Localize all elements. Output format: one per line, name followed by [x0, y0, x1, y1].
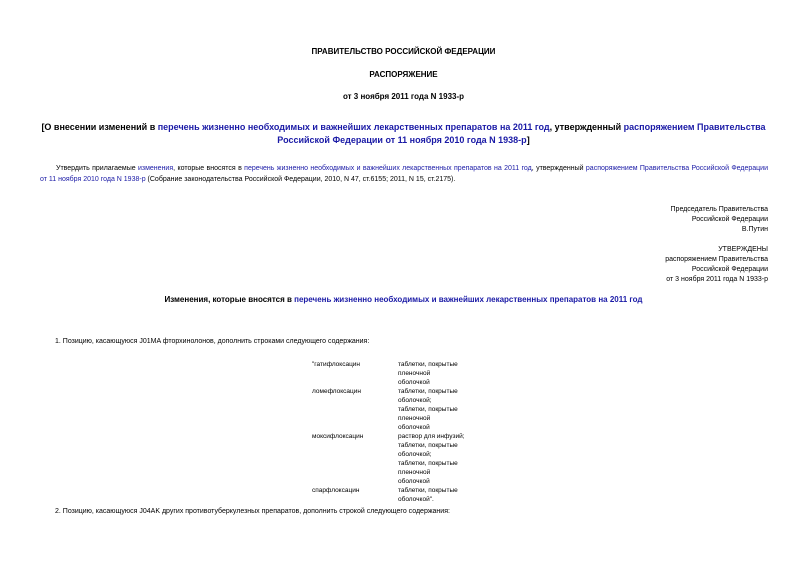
title-link-decree[interactable]: распоряжением Правительства Российской Федерации от 11 ноября 2010 года N 1938-р — [277, 122, 766, 145]
drug-form-line: пленочной — [398, 370, 431, 377]
government-name: ПРАВИТЕЛЬСТВО РОССИЙСКОЙ ФЕДЕРАЦИИ — [311, 47, 496, 56]
signature-block — [671, 205, 768, 235]
document-date-number: от 3 ноября 2011 года N 1933-р — [342, 92, 465, 101]
drug-form-line: таблетки, покрытые — [398, 406, 458, 413]
title-open: [О внесении изменений в — [41, 122, 158, 132]
drug-table — [312, 360, 488, 504]
drug-form-line: таблетки, покрытые — [398, 460, 458, 467]
link-drug-list[interactable]: перечень жизненно необходимых и важнейших лекарственных препаратов на 2011 год — [244, 165, 532, 172]
table-row — [312, 486, 488, 504]
approval-line-2: распоряжением Правительства — [665, 256, 768, 263]
para-text-2: , которые вносятся в — [173, 165, 245, 172]
item-2: 2. Позицию, касающуюся J04AK других противотуберкулезных препаратов, дополнить строкой следующего содержания: — [55, 508, 450, 515]
drug-form-line: оболочкой — [398, 478, 430, 485]
drug-form-line: таблетки, покрытые — [398, 487, 458, 494]
drug-form-line: оболочкой". — [398, 496, 434, 503]
table-row — [312, 360, 488, 387]
title-close: ] — [526, 135, 530, 145]
para-text-4: (Собрание законодательства Российской Федерации, 2010, N 47, ст.6155; 2011, N 15, ст.2175). — [145, 176, 456, 183]
drug-name: спарфлоксацин — [312, 487, 360, 494]
table-row — [312, 432, 488, 486]
drug-forms — [398, 486, 488, 504]
title-mid: , утвержденный — [549, 122, 624, 132]
drug-form-line: оболочкой; — [398, 397, 432, 404]
changes-heading — [0, 295, 807, 304]
drug-form-line: оболочкой — [398, 379, 430, 386]
drug-name: моксифлоксацин — [312, 433, 364, 440]
signature-country: Российской Федерации — [691, 216, 768, 223]
changes-heading-text: Изменения, которые вносятся в — [164, 295, 295, 304]
drug-form-line: таблетки, покрытые — [398, 388, 458, 395]
approval-title: УТВЕРЖДЕНЫ — [718, 246, 768, 253]
approval-line-4: от 3 ноября 2011 года N 1933-р — [666, 276, 768, 283]
link-changes[interactable]: изменения — [137, 165, 174, 172]
drug-form-line: пленочной — [398, 469, 431, 476]
para-text-3: , утвержденный — [531, 165, 586, 172]
signature-name: В.Путин — [741, 226, 768, 233]
drug-forms — [398, 432, 488, 486]
drug-form-line: оболочкой; — [398, 451, 432, 458]
approval-block — [665, 245, 768, 285]
drug-name: "гатифлоксацин — [312, 361, 361, 368]
body-paragraph — [40, 163, 768, 185]
drug-form-line: пленочной — [398, 415, 431, 422]
signature-position: Председатель Правительства — [670, 206, 768, 213]
drug-form-line: раствор для инфузий; — [398, 433, 465, 440]
document-type: РАСПОРЯЖЕНИЕ — [369, 70, 438, 79]
approval-line-3: Российской Федерации — [691, 266, 768, 273]
drug-forms — [398, 360, 488, 387]
table-row — [312, 387, 488, 432]
item-1: 1. Позицию, касающуюся J01MA фторхинолонов, дополнить строками следующего содержания: — [55, 338, 370, 345]
document-title — [40, 121, 767, 147]
drug-name: ломефлоксацин — [312, 388, 361, 395]
drug-form-line: таблетки, покрытые — [398, 361, 458, 368]
drug-form-line: таблетки, покрытые — [398, 442, 458, 449]
title-link-list[interactable]: перечень жизненно необходимых и важнейших лекарственных препаратов на 2011 год — [157, 122, 550, 132]
link-decree-1938[interactable]: распоряжением Правительства Российской Федерации от 11 ноября 2010 года N 1938-р — [40, 165, 768, 183]
drug-forms — [398, 387, 488, 432]
para-text-1: Утвердить прилагаемые — [56, 165, 138, 172]
changes-heading-link[interactable]: перечень жизненно необходимых и важнейших лекарственных препаратов на 2011 год — [294, 295, 643, 304]
drug-form-line: оболочкой — [398, 424, 430, 431]
